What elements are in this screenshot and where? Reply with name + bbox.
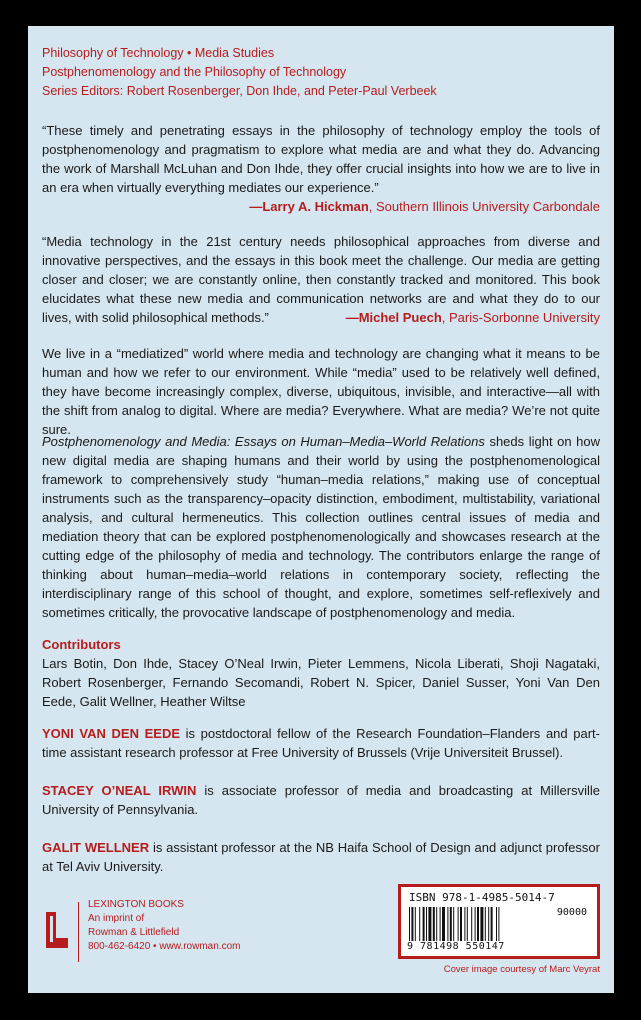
- back-cover: [28, 26, 614, 993]
- publisher-block: [38, 898, 298, 968]
- publisher-imprint: An imprint of: [88, 913, 145, 924]
- bio-wellner: [42, 838, 600, 876]
- bio-text: is postdoctoral fellow of the Research Foundation–Flanders and part-time assistant research professor at Free University of Brussels (Vrije Universiteit Brussel).: [42, 726, 600, 760]
- blurb-hickman: [42, 121, 600, 216]
- contributors-title: Contributors: [42, 637, 121, 652]
- blurb-text: “These timely and penetrating essays in the philosophy of technology employ the tools of postphenomenology and pragmatism to explore what media are and what they do. Advancing the work of Marshall McLuhan and Don Ihde, they offer crucial insights into how we are to live in an era when virtually everything mediates our experience.”: [42, 123, 600, 195]
- book-title: Postphenomenology and Media: Essays on Human–Media–World Relations: [42, 434, 485, 449]
- price-code: 90000: [556, 907, 587, 918]
- blurb-author: —Michel Puech: [345, 310, 442, 325]
- intro-paragraph: We live in a “mediatized” world where media and technology are changing what it means to be human and how we refer to our environment. While “media” used to be relatively well defined, they have become increasingly complex, diverse, ubiquitous, invisible, and interactive—all with the shift from analog to digital. Where are media? Everywhere. What are media? We’re not quite sure.: [42, 346, 600, 437]
- publisher-name: LEXINGTON BOOKS: [88, 899, 184, 910]
- lexington-logo-icon: [38, 908, 74, 956]
- bio-text: is associate professor of media and broadcasting at Millersville University of Pennsylvania.: [42, 783, 600, 817]
- description-paragraph: [42, 432, 600, 622]
- barcode-icon: [409, 907, 539, 941]
- publisher-divider: [78, 902, 79, 962]
- blurb-author: —Larry A. Hickman: [249, 199, 369, 214]
- bio-irwin: [42, 781, 600, 819]
- bio-van-den-eede: [42, 724, 600, 762]
- ean-digits: 9 781498 550147: [407, 941, 505, 952]
- description-text: sheds light on how new digital media are shaping humans and their world by using the postphenomenological framework to comprehensively study “human–media relations,” making use of conceptual instruments such as the transparency–opacity distinction, embodiment, multistability, variational analysis, and cultural hermeneutics. This collection outlines central issues of media and mediation theory that can be explored postphenomenologically and showcases research at the cutting edge of the philosophy of media and technology. The contributors enlarge the range of thinking about human–media–world relations in contemporary society, reflecting the interdisciplinary range of this school of thought, and explore, sometimes self-reflexively and sometimes critically, the provocative landscape of postphenomenology and media.: [42, 434, 600, 620]
- blurb-affiliation: , Paris-Sorbonne University: [441, 310, 600, 325]
- series-line: Postphenomenology and the Philosophy of Technology: [42, 65, 347, 79]
- blurb-text: “Media technology in the 21st century needs philosophical approaches from diverse and innovative perspectives, and the essays in this book meet the challenge. Our media are getting closer and closer; we are constantly online, then constantly tracked and monitored. This book elucidates what these new media and communication networks are and what they do to our lives, with solid philosophical methods.”: [42, 234, 600, 325]
- bio-name: YONI VAN DEN EEDE: [42, 726, 181, 741]
- series-header: [42, 44, 600, 101]
- bio-name: GALIT WELLNER: [42, 840, 150, 855]
- publisher-parent: Rowman & Littlefield: [88, 927, 180, 938]
- contributors-list: Lars Botin, Don Ihde, Stacey O’Neal Irwin, Pieter Lemmens, Nicola Liberati, Shoji Nagataki, Robert Rosenberger, Fernando Secomandi, Robert N. Spicer, Daniel Susser, Yoni Van Den Eede, Galit Wellner, Heather Wiltse: [42, 656, 600, 709]
- contributors-section: [42, 635, 600, 711]
- blurb-attribution: [42, 197, 600, 216]
- blurb-puech: [42, 232, 600, 327]
- bio-text: is assistant professor at the NB Haifa School of Design and adjunct professor at Tel Aviv University.: [42, 840, 600, 874]
- barcode-box: [398, 884, 600, 959]
- blurb-affiliation: , Southern Illinois University Carbondale: [368, 199, 600, 214]
- bio-name: STACEY O’NEAL IRWIN: [42, 783, 197, 798]
- editors-line: Series Editors: Robert Rosenberger, Don Ihde, and Peter-Paul Verbeek: [42, 84, 437, 98]
- isbn-text: ISBN 978-1-4985-5014-7: [409, 891, 555, 904]
- subject-line: Philosophy of Technology • Media Studies: [42, 46, 275, 60]
- publisher-text: [88, 898, 240, 954]
- cover-credit: Cover image courtesy of Marc Veyrat: [443, 964, 600, 975]
- publisher-contact: 800-462-6420 • www.rowman.com: [88, 941, 241, 952]
